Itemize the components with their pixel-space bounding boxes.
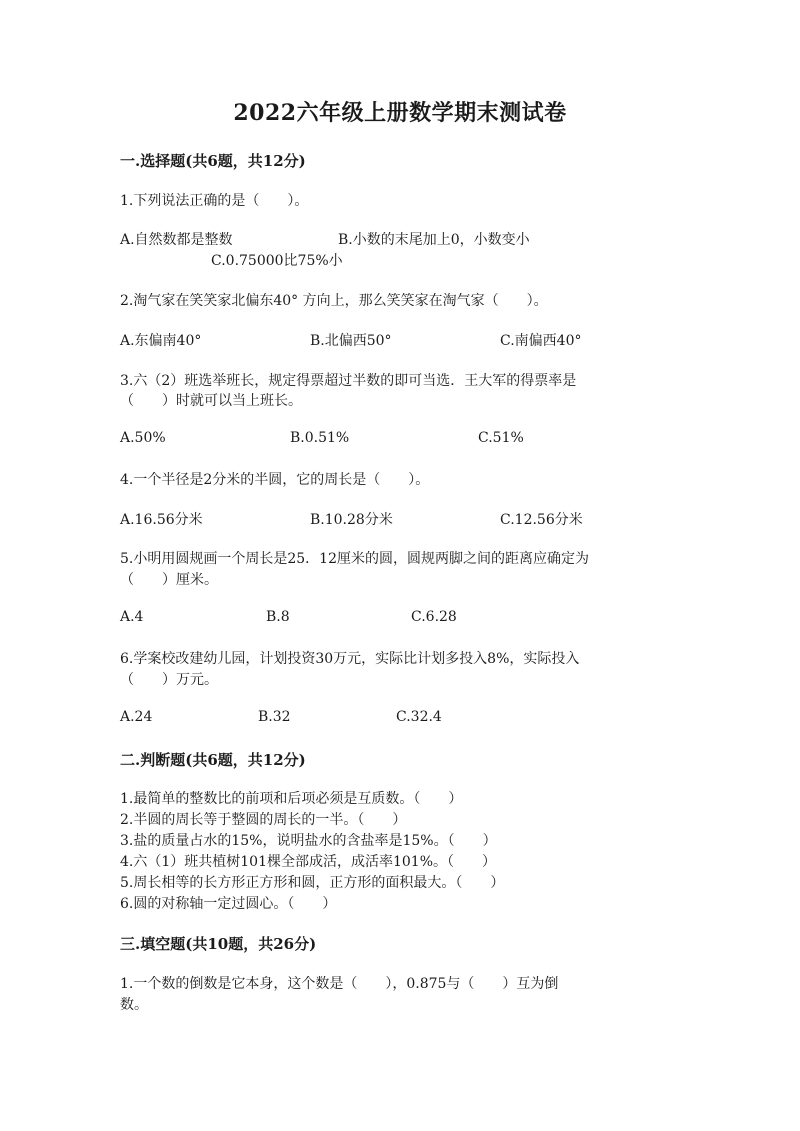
question-5-text-line1: 5.小明用圆规画一个周长是25．12厘米的圆，圆规两脚之间的距离应确定为 (120, 551, 589, 567)
question-1-option-c: C.0.75000比75%小 (211, 253, 343, 269)
fill-question-1-text-line2: 数。 (120, 997, 148, 1013)
question-3-option-a: A.50% (120, 430, 166, 446)
question-4-option-b: B.10.28分米 (310, 512, 393, 528)
question-2-text: 2.淘气家在笑笑家北偏东40° 方向上，那么笑笑家在淘气家（ ）。 (120, 293, 548, 309)
judgement-item-1: 1.最简单的整数比的前项和后项必须是互质数。（ ） (120, 791, 463, 807)
question-2-option-b: B.北偏西50° (310, 333, 392, 349)
question-2-option-c: C.南偏西40° (500, 333, 582, 349)
judgement-item-4: 4.六（1）班共植树101棵全部成活，成活率101%。（ ） (120, 854, 497, 870)
question-6-option-c: C.32.4 (396, 709, 442, 725)
judgement-item-6: 6.圆的对称轴一定过圆心。（ ） (120, 896, 337, 912)
question-4-option-c: C.12.56分米 (500, 512, 583, 528)
question-2-option-a: A.东偏南40° (120, 333, 202, 349)
question-3-text-line2: （ ）时就可以当上班长。 (120, 393, 302, 409)
question-5-option-c: C.6.28 (411, 609, 457, 625)
section-heading-judgement: 二.判断题(共6题，共12分) (120, 751, 306, 769)
question-6-option-b: B.32 (258, 709, 291, 725)
question-4-option-a: A.16.56分米 (120, 512, 203, 528)
question-5-option-b: B.8 (266, 609, 290, 625)
judgement-item-3: 3.盐的质量占水的15%，说明盐水的含盐率是15%。（ ） (120, 833, 497, 849)
question-1-option-a: A.自然数都是整数 (120, 232, 233, 248)
question-5-option-a: A.4 (120, 609, 144, 625)
question-1-option-b: B.小数的末尾加上0，小数变小 (338, 232, 530, 248)
page-title: 2022六年级上册数学期末测试卷 (233, 100, 567, 126)
fill-question-1-text-line1: 1.一个数的倒数是它本身，这个数是（ ），0.875与（ ）互为倒 (120, 976, 559, 992)
question-6-option-a: A.24 (120, 709, 153, 725)
question-6-text-line1: 6.学案校改建幼儿园，计划投资30万元，实际比计划多投入8%，实际投入 (120, 651, 580, 667)
question-3-option-c: C.51% (478, 430, 524, 446)
question-3-text-line1: 3.六（2）班选举班长，规定得票超过半数的即可当选．王大军的得票率是 (120, 373, 577, 389)
question-6-text-line2: （ ）万元。 (120, 672, 218, 688)
judgement-item-5: 5.周长相等的长方形正方形和圆，正方形的面积最大。（ ） (120, 875, 505, 891)
question-3-option-b: B.0.51% (290, 430, 350, 446)
section-heading-choice: 一.选择题(共6题，共12分) (120, 152, 306, 170)
judgement-item-2: 2.半圆的周长等于整圆的周长的一半。（ ） (120, 812, 407, 828)
question-1-text: 1.下列说法正确的是（ ）。 (120, 193, 309, 209)
question-5-text-line2: （ ）厘米。 (120, 572, 218, 588)
section-heading-fill-in: 三.填空题(共10题，共26分) (120, 935, 317, 953)
question-4-text: 4.一个半径是2分米的半圆，它的周长是（ ）。 (120, 472, 430, 488)
